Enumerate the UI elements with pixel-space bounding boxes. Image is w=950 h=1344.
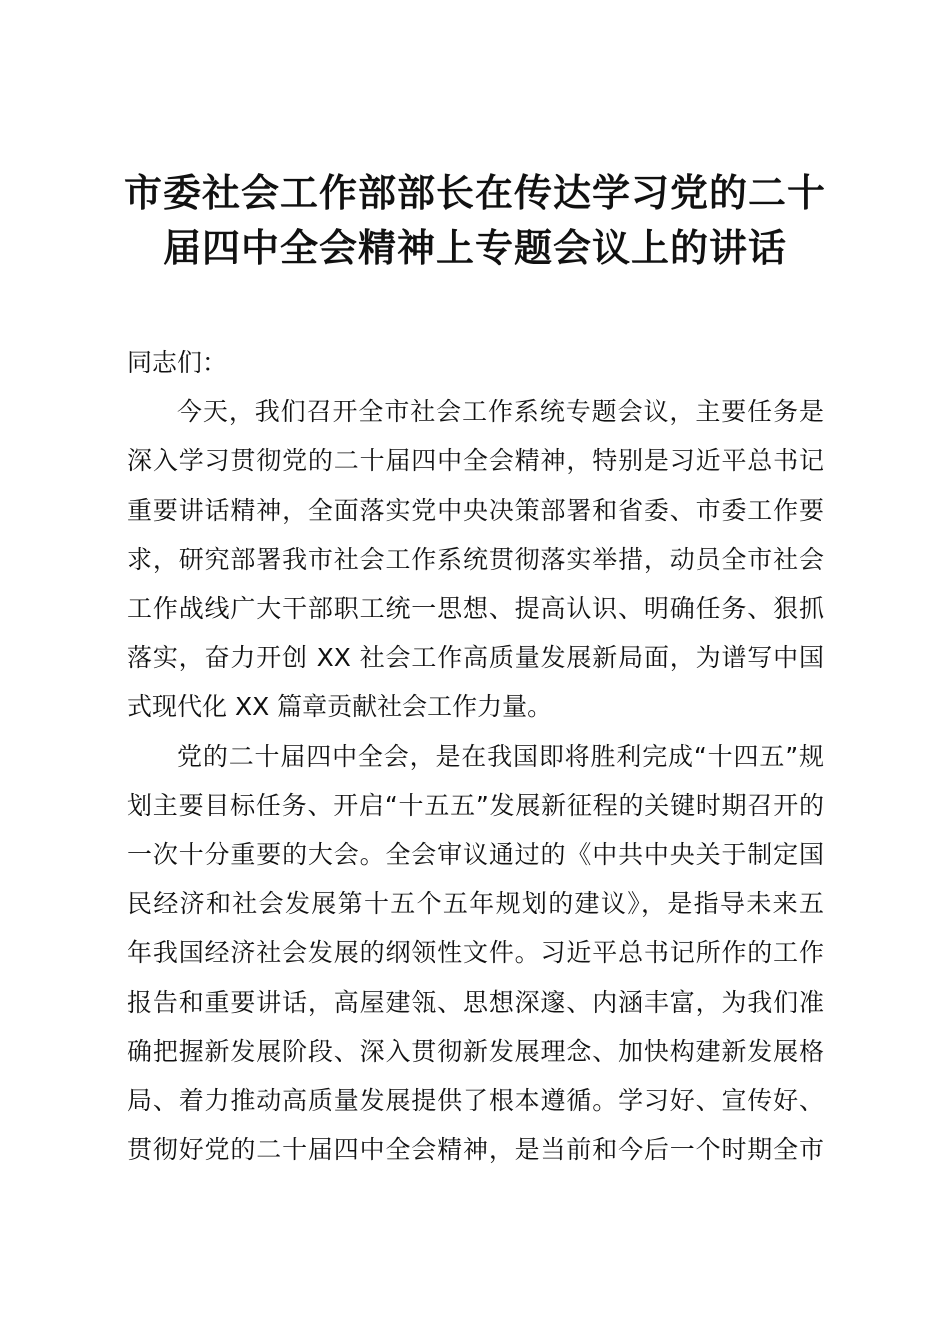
text-line: 报告和重要讲话，高屋建瓴、思想深邃、内涵丰富，为我们准 bbox=[127, 987, 824, 1017]
text-line: 局、着力推动高质量发展提供了根本遵循。学习好、宣传好、 bbox=[127, 1086, 824, 1116]
text-line: 一次十分重要的大会。全会审议通过的《中共中央关于制定国 bbox=[127, 840, 824, 870]
text-line: 重要讲话精神，全面落实党中央决策部署和省委、市委工作要 bbox=[127, 495, 824, 525]
text-line: 工作战线广大干部职工统一思想、提高认识、明确任务、狠抓 bbox=[127, 594, 824, 624]
text-line: 求，研究部署我市社会工作系统贯彻落实举措，动员全市社会 bbox=[127, 544, 824, 574]
text-line: 式现代化 XX 篇章贡献社会工作力量。 bbox=[127, 692, 553, 722]
text-line: 贯彻好党的二十届四中全会精神，是当前和今后一个时期全市 bbox=[127, 1135, 824, 1165]
text-line: 民经济和社会发展第十五个五年规划的建议》，是指导未来五 bbox=[127, 889, 824, 919]
title-line: 市委社会工作部部长在传达学习党的二十 bbox=[123, 171, 826, 215]
text-line: 今天，我们召开全市社会工作系统专题会议，主要任务是 bbox=[177, 397, 824, 427]
paragraph-1 bbox=[127, 387, 824, 731]
text-line: 党的二十届四中全会，是在我国即将胜利完成“十四五”规 bbox=[177, 741, 824, 771]
text-line: 年我国经济社会发展的纲领性文件。习近平总书记所作的工作 bbox=[127, 938, 824, 968]
title-line: 届四中全会精神上专题会议上的讲话 bbox=[162, 226, 787, 270]
text-line: 落实，奋力开创 XX 社会工作高质量发展新局面，为谱写中国 bbox=[127, 643, 824, 673]
text-line: 划主要目标任务、开启“十五五”发展新征程的关键时期召开的 bbox=[127, 790, 824, 820]
text-line: 深入学习贯彻党的二十届四中全会精神，特别是习近平总书记 bbox=[127, 446, 824, 476]
text-line: 确把握新发展阶段、深入贯彻新发展理念、加快构建新发展格 bbox=[127, 1036, 824, 1066]
document-title bbox=[100, 166, 850, 276]
document-body bbox=[127, 338, 824, 1174]
salutation: 同志们： bbox=[127, 348, 228, 377]
paragraph-2 bbox=[127, 732, 824, 1175]
